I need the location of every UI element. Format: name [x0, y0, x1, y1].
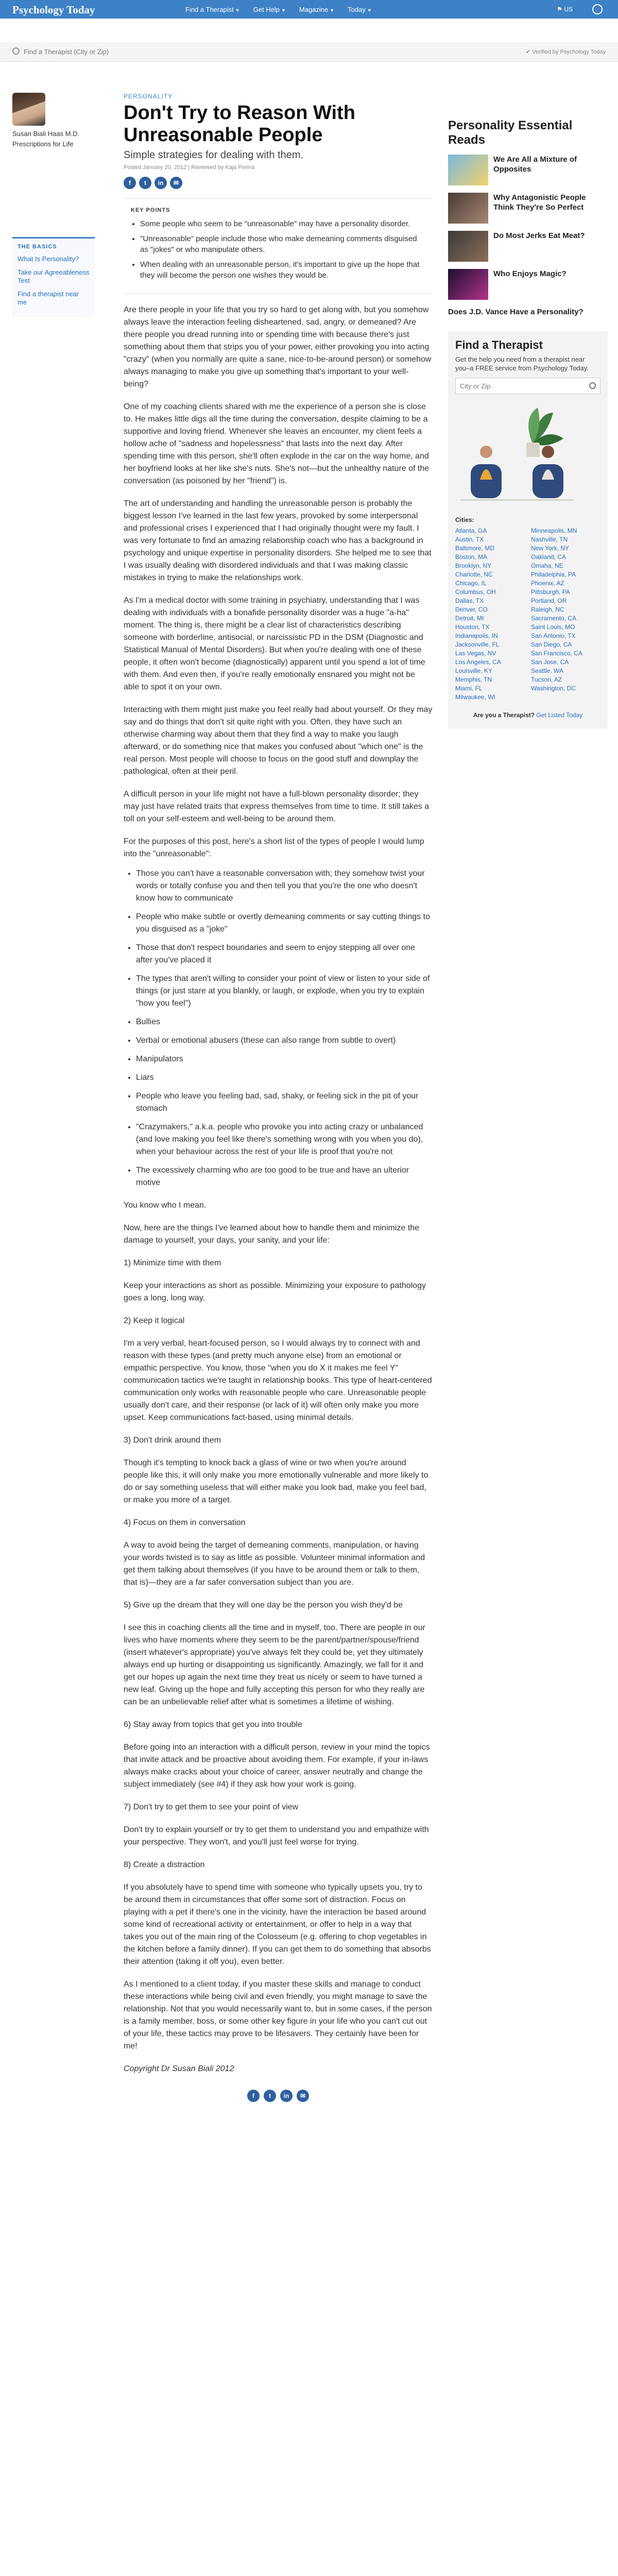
main-nav	[185, 6, 372, 13]
list-item: • The excessively charming who are too good to be true and have an ulterior motive	[136, 1164, 433, 1189]
city-link[interactable]: Seattle, WA	[531, 667, 563, 674]
city-link[interactable]: San Diego, CA	[531, 641, 572, 648]
nav-get-help[interactable]	[253, 6, 286, 13]
paragraph: As I mentioned to a client today, if you master these skills and manage to conduct these interactions while being civil and even friendly, you might manage to save the relationship. Not that you would necessarily want to, but in some cases, if the person is a family member, boss, or some other key figure in your life who you can't cut out of your life, these tactics may prove to be lifesavers. They certainly have been for me!	[124, 1980, 432, 2050]
article	[124, 93, 433, 2102]
copyright: Copyright Dr Susan Biali 2012	[124, 2064, 234, 2073]
city-link[interactable]: Nashville, TN	[531, 536, 568, 543]
tip-heading: 8) Create a distraction	[124, 1860, 205, 1869]
read-title: Does J.D. Vance Have a Personality?	[448, 308, 583, 316]
paragraph: For the purposes of this post, here's a short list of the types of people I would lump into the "unreasonable":	[124, 837, 424, 858]
paragraph: Keep your interactions as short as possible. Minimizing your exposure to pathology goes a long, long way.	[124, 1281, 426, 1302]
city-link[interactable]: Miami, FL	[455, 685, 483, 692]
city-link[interactable]: Baltimore, MD	[455, 545, 495, 552]
city-link	[531, 693, 600, 702]
list-item: • The types that aren't willing to consider your point of view or listen to your side of things (or just stare at you blankly, or laugh, or explode, when you try to explain "how you feel")	[136, 973, 433, 1010]
nav-label: Find a Therapist	[185, 6, 234, 13]
city-link[interactable]: Los Angeles, CA	[455, 658, 501, 666]
read-title: Why Antagonistic People Think They're So Perfect	[493, 193, 586, 212]
linkedin-icon[interactable]: in	[154, 177, 167, 189]
author-photo[interactable]	[12, 93, 45, 126]
email-icon[interactable]: ✉	[297, 2090, 309, 2102]
city-link[interactable]: San Jose, CA	[531, 658, 569, 666]
nav-label: Magazine	[299, 6, 329, 13]
city-link[interactable]: Louisville, KY	[455, 667, 493, 674]
article-headline: Don't Try to Reason With Unreasonable People	[124, 102, 355, 146]
read-thumbnail	[448, 269, 488, 300]
city-link[interactable]: Las Vegas, NV	[455, 650, 496, 657]
right-sidebar	[448, 62, 608, 728]
find-therapist-title: Find a Therapist	[455, 338, 543, 351]
city-link[interactable]: Jacksonville, FL	[455, 641, 500, 648]
article-kicker[interactable]: PERSONALITY	[124, 93, 173, 100]
paragraph: The art of understanding and handling the unreasonable person is probably the biggest lesson I've learned in the last few years, provoked by some interpersonal and professional crises I experienced that I had originally thought were my fault. I was very fortunate to find an amazing relationship coach who has a background in psychology and unique expertise in personality disorders. She helped me to see that I was usually dealing with disordered individuals and that I was making classic mistakes in trying to make the relationships work.	[124, 499, 432, 582]
city-link[interactable]: Atlanta, GA	[455, 527, 487, 534]
essential-read-item[interactable]	[448, 155, 608, 185]
paragraph: I see this in coaching clients all the time and in myself, too. There are people in our lives who have moments where they seem to be the parent/partner/spouse/friend (insert whatever's appropriate) you've always felt they could be, yet they ultimately always end up hurting or disappointing us significantly. Amazingly, we fall for it and get our hopes up again the next time they treat us nicely or seem to have turned a new leaf. Giving up the hope and fully accepting this person for who they really are can be an unbelievable relief after what is sometimes a lifetime of wishing.	[124, 1623, 425, 1706]
city-link[interactable]: Saint Louis, MO	[531, 623, 575, 631]
verified-badge	[526, 48, 606, 55]
basics-box	[12, 237, 95, 317]
tip-heading: 6) Stay away from topics that get you into trouble	[124, 1720, 302, 1729]
list-item: • People who leave you feeling bad, sad, shaky, or feeling sick in the pit of your stomach	[136, 1090, 433, 1115]
author-name[interactable]: Susan Biali Haas M.D.	[12, 130, 80, 138]
read-title: Do Most Jerks Eat Meat?	[493, 231, 585, 240]
nav-today[interactable]	[348, 6, 372, 13]
region-selector[interactable]	[557, 6, 573, 13]
city-link[interactable]: Sacramento, CA	[531, 615, 577, 622]
facebook-icon[interactable]: f	[124, 177, 136, 189]
city-link[interactable]: Raleigh, NC	[531, 606, 564, 613]
city-link[interactable]: San Antonio, TX	[531, 632, 576, 639]
top-nav-bar	[0, 0, 618, 19]
list-item: • Those you can't have a reasonable conversation with; they somehow twist your words or totally confuse you and then tell you that you're the one who doesn't know how to communicate	[136, 868, 433, 905]
list-item: • Manipulators	[136, 1053, 433, 1065]
unreasonable-types-list	[136, 868, 433, 1189]
list-item: • Verbal or emotional abusers (these can also range from subtle to overt)	[136, 1035, 433, 1047]
user-account-icon[interactable]	[592, 4, 603, 14]
essential-read-item[interactable]	[448, 231, 608, 262]
search-icon	[589, 382, 596, 389]
tip-heading: 3) Don't drink around them	[124, 1436, 221, 1445]
tip-heading: 7) Don't try to get them to see your point of view	[124, 1803, 299, 1811]
essential-read-item[interactable]	[448, 269, 608, 300]
facebook-icon[interactable]: f	[247, 2090, 260, 2102]
flag-icon: ⚑	[557, 6, 564, 13]
read-thumbnail	[448, 155, 488, 185]
city-link[interactable]: Phoenix, AZ	[531, 580, 564, 587]
read-title: We Are All a Mixture of Opposites	[493, 155, 577, 174]
paragraph: One of my coaching clients shared with me the experience of a person she is close to. He makes little digs all the time during the conversation, despite claiming to be a supportive and loving friend. Whenever she leaves an encounter, my client feels a hollow ache of "sadness and hopelessness" that lasts into the next day. After spending time with this person, she'll often explode in the car on the way home, and her boyfriend looks at her like she's nuts. She's not—but the unhealthy nature of the conversation (as poisoned by her "friend") is.	[124, 402, 430, 485]
list-item: • Those that don't respect boundaries and seem to enjoy stepping all over one after you've placed it	[136, 942, 433, 967]
cities-list	[455, 527, 600, 702]
pro-question: Are you a Therapist?	[473, 711, 535, 719]
tip-heading: 5) Give up the dream that they will one day be the person you wish they'd be	[124, 1601, 403, 1609]
site-logo[interactable]: Psychology Today	[12, 4, 95, 16]
basics-link[interactable]: What Is Personality?	[18, 255, 79, 263]
author-box	[12, 93, 100, 148]
twitter-icon[interactable]: t	[139, 177, 151, 189]
paragraph: As I'm a medical doctor with some training in psychiatry, understanding that I was dealing with individuals with a bonafide personality disorder was a huge "a-ha" moment. The thing is, there might be a clear list of characteristics describing someone with borderline, antisocial, or narcissistic PD in the DSM (Diagnostic and Statistical Manual of Mental Disorders). But when you're dealing with one of these people, it often won't become (diagnostically) apparent until you spend a lot of time with them. And even then, if you're really emotionally ensnared you might not be able to spot it on your own.	[124, 596, 425, 691]
article-byline: Posted January 20, 2012 | Reviewed by Kaja Perina	[124, 164, 255, 171]
city-link[interactable]: Tucson, AZ	[531, 676, 562, 683]
read-thumbnail	[448, 231, 488, 262]
chevron-down-icon: ▼	[367, 8, 372, 13]
find-therapist-subtitle: Get the help you need from a therapist near you–a FREE service from Psychology Today.	[455, 355, 589, 372]
nav-magazine[interactable]	[299, 6, 334, 13]
nav-find-therapist[interactable]	[185, 6, 240, 13]
list-item: • "Crazymakers," a.k.a. people who provoke you into acting crazy or unbalanced (and love making you feel like there's something wrong with you when you do), when your behaviour across the rest of your life is proof that you're not	[136, 1121, 433, 1158]
list-item: • People who make subtle or overtly demeaning comments or say cutting things to you disguised as a "joke"	[136, 911, 433, 936]
paragraph: I'm a very verbal, heart-focused person, so I would always try to connect with and reason with these types (and pretty much anyone else) from an emotional or empathic perspective. You know, those "when you do X it makes me feel Y" communication tactics we're taught in relationship books. This type of heart-centered communication only works with reasonable people who care. Unreasonable people usually don't care, and their response (or lack of it) will often only make you more upset. Keep communications fact-based, using minimal details.	[124, 1339, 432, 1422]
city-link[interactable]: Austin, TX	[455, 536, 484, 543]
basics-link[interactable]: Find a therapist near me	[18, 290, 79, 306]
basics-title: THE BASICS	[18, 244, 57, 250]
list-item: • Bullies	[136, 1016, 433, 1028]
city-link[interactable]: Boston, MA	[455, 553, 488, 561]
chevron-down-icon: ▼	[330, 8, 335, 13]
city-link[interactable]: Minneapolis, MN	[531, 527, 577, 534]
city-link[interactable]: San Francisco, CA	[531, 650, 583, 657]
city-link[interactable]: Philadelphia, PA	[531, 571, 576, 578]
check-icon: ✔	[525, 49, 533, 55]
email-icon[interactable]: ✉	[170, 177, 182, 189]
paragraph: A way to avoid being the target of demeaning comments, manipulation, or having your words twisted is to say as little as possible. Volunteer minimal information and get them talking about themselves (if you have to be around them or talk to them, that is)—they are a far safer conversation subject than you are.	[124, 1541, 425, 1587]
chevron-down-icon: ▼	[281, 8, 286, 13]
get-listed-link[interactable]: Get Listed Today	[536, 711, 583, 719]
city-link[interactable]: Chicago, IL	[455, 580, 487, 587]
paragraph: Though it's tempting to knock back a glass of wine or two when you're around people like this, it will only make you more emotionally vulnerable and more likely to do or say something useless that will either make you look bad, make you feel bad, or make you more of a target.	[124, 1459, 428, 1504]
read-title: Who Enjoys Magic?	[493, 269, 566, 278]
key-point: • Some people who seem to be "unreasonable" may have a personality disorder.	[140, 218, 425, 229]
tip-heading: 2) Keep it logical	[124, 1316, 185, 1325]
paragraph: Before going into an interaction with a difficult person, review in your mind the topics that invite attack and be proactive about avoiding them. For example, if your in-laws always make cracks about your choice of career, answer neutrally and change the subject immediately (see #4) if they ask how your work is going.	[124, 1743, 430, 1789]
list-item: • Liars	[136, 1072, 433, 1084]
paragraph: Don't try to explain yourself or try to get them to understand you and empathize with your perspective. They won't, and you'll just feel worse for trying.	[124, 1825, 429, 1846]
linkedin-icon[interactable]: in	[280, 2090, 293, 2102]
essential-read-item[interactable]	[448, 307, 608, 317]
city-link[interactable]: Pittsburgh, PA	[531, 588, 570, 596]
city-link[interactable]: Omaha, NE	[531, 562, 563, 569]
essential-reads-heading: Personality Essential Reads	[448, 118, 573, 147]
read-thumbnail	[448, 193, 488, 224]
paragraph: A difficult person in your life might not have a full-blown personality disorder; they may just have related traits that express themselves from time to time. It still takes a toll on your self-esteem and well-being to be around them.	[124, 790, 430, 823]
article-deck: Simple strategies for dealing with them.	[124, 149, 304, 161]
share-buttons-bottom	[124, 2090, 433, 2102]
search-icon	[12, 47, 20, 55]
city-link[interactable]: New York, NY	[531, 545, 570, 552]
city-link[interactable]: Charlotte, NC	[455, 571, 493, 578]
therapist-search-bar	[0, 42, 618, 62]
therapist-search-input[interactable]: Find a Therapist (City or Zip)	[24, 48, 109, 56]
city-link[interactable]: Brooklyn, NY	[455, 562, 492, 569]
nav-label: Get Help	[253, 6, 280, 13]
key-point: • When dealing with an unreasonable person, it's important to give up the hope that they will become the person one wishes they would be.	[140, 259, 425, 281]
paragraph: Are there people in your life that you try so hard to get along with, but you somehow always leave the interaction feeling disheartened, sad, angry, or demeaned? Are there people you dread running into or spending time with because there's just something about them that strips you of your power, either provoking you into acting "crazy" (when you normally are quite a sane, nice-to-be-around person) or somehow always managing to make you give up something that's important to your well-being?	[124, 306, 432, 388]
paragraph: If you absolutely have to spend time with someone who typically upsets you, try to be around them in circumstances that offer some sort of distraction. Focus on playing with a pet if there's one in the vicinity, have the interaction be based around some kind of recreational activity or entertainment, or offer to help in a way that takes you out of the main ring of the Colosseum (e.g. offering to chop vegetables in the kitchen before a family dinner). If you can get them to do something that absorbs their attention (taking it off you), even better.	[124, 1883, 431, 1966]
city-link[interactable]: Indianapolis, IN	[455, 632, 498, 639]
city-link[interactable]: Oakland, CA	[531, 553, 566, 561]
chevron-down-icon: ▼	[235, 8, 240, 13]
city-link[interactable]: Columbus, OH	[455, 588, 496, 596]
paragraph: Interacting with them might just make you feel really bad about yourself. Or they may say and do things that don't sit quite right with you. Often, they have such an otherwise charming way about them that they find a way to make you laugh afterward, or do something nice that makes you confused about "which one" is the real person. Most people will choose to focus on the good stuff and downplay the pathological, often at their peril.	[124, 705, 433, 776]
paragraph: You know who I mean.	[124, 1201, 207, 1210]
verified-label: Verified by Psychology Today	[532, 49, 606, 55]
twitter-icon[interactable]: t	[264, 2090, 276, 2102]
city-link[interactable]: Houston, TX	[455, 623, 490, 631]
essential-read-item[interactable]	[448, 193, 608, 224]
zip-search-input[interactable]	[455, 378, 600, 394]
city-link[interactable]: Washington, DC	[531, 685, 576, 692]
city-link[interactable]: Dallas, TX	[455, 597, 484, 604]
city-link[interactable]: Denver, CO	[455, 606, 488, 613]
city-link[interactable]: Portland, OR	[531, 597, 567, 604]
nav-label: Today	[348, 6, 366, 13]
key-points-title: KEY POINTS	[131, 207, 170, 213]
find-therapist-widget	[448, 331, 608, 728]
zip-placeholder: City or Zip	[460, 382, 491, 390]
therapist-signup	[455, 711, 600, 719]
basics-link[interactable]: Take our Agreeableness Test	[18, 268, 90, 284]
tip-heading: 4) Focus on them in conversation	[124, 1518, 246, 1527]
key-points	[124, 198, 433, 294]
region-label: US	[564, 6, 573, 13]
key-point: • "Unreasonable" people include those who make demeaning comments disguised as "jokes" or who manipulate others.	[140, 233, 425, 255]
therapy-illustration	[455, 402, 579, 505]
city-link[interactable]: Milwaukee, WI	[455, 693, 496, 701]
city-link[interactable]: Detroit, MI	[455, 615, 484, 622]
blog-name[interactable]: Prescriptions for Life	[12, 140, 74, 148]
paragraph: Now, here are the things I've learned about how to handle them and minimize the damage to yourself, your days, your sanity, and your life:	[124, 1224, 420, 1245]
share-buttons	[124, 177, 433, 189]
cities-label: Cities:	[455, 516, 474, 523]
city-link[interactable]: Memphis, TN	[455, 676, 492, 683]
tip-heading: 1) Minimize time with them	[124, 1259, 221, 1267]
